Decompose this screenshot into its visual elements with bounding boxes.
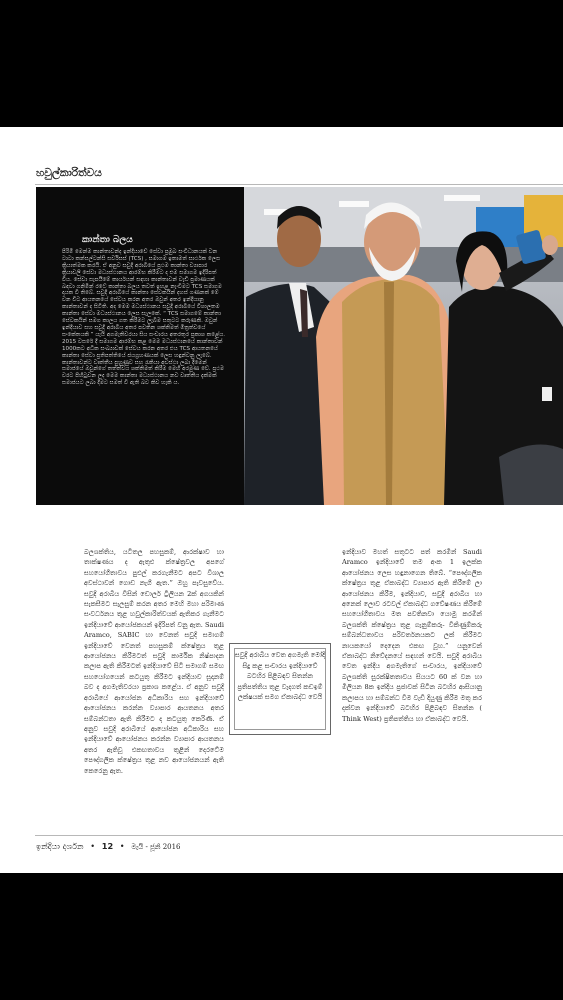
bullet-icon: •	[119, 841, 125, 851]
pull-quote-box	[229, 643, 331, 735]
page-number: 12	[101, 841, 114, 851]
page-footer	[36, 841, 181, 852]
sidebar-panel	[36, 187, 244, 505]
magazine-name: ඉන්දියා දර්ශන	[36, 841, 84, 851]
section-title: හවුල්කාරිත්වය	[36, 167, 102, 179]
bullet-icon: •	[90, 841, 96, 851]
sidebar-text: පිරිමි මෙන්ම කාන්තාවන්ද ඉන්දියාවේ සේවා ප්‍රමුඛ සංවිධානයක් වන ටාටා කන්සල්ටන්සි සර්විසස් (TCS) , සමාගම ඉතාමත් සාර්ථක ලෙස ක්‍රියාත්මක කරයි. ඒ අනුව සවුදි අරාබියේ ප්‍රථම කාන්තා ව්‍යාපාර ක්‍රියාවලි සේවා මධ්‍යස්ථානය ආරම්භ කිරීමට ද එම සමාගම ඉදිරිපත් විය. සේවා සැපයීමේ කාර්යයන් සඳහා කාන්තාවන් වැඩි ප්‍රමාණයක් බඳවා ගනිමින් රටේ කාන්තා බලය තවත් ඉහළ නැංවීමට TCS සමාගම දායක වී තිබේ. සවුදි අරාබියේ කාන්තා සේවකයින් දහස් ගණනක් මේ වන විට ආයතනයේ සේවය කරන අතර ඔවුන් අතර ඉන්දියානු කාන්තාවන් ද සිටිති. අද මෙම මධ්‍යස්ථානය සවුදි අරාබියේ විශාලතම කාන්තා සේවා මධ්‍යස්ථානය ලෙස සැලකේ. “ TCS සමාගමේ කාන්තා සේවකයින් සමග කාලය ගත කිරීමට ලැබීම සතුටට කරුණකි. ඔවුන් ඉන්දියාව සහ සවුදි අරාබිය අතර පවතින ශක්තිමත් මිත්‍රත්වයේ සංකේතයකි ” යැයි අගමැතිවරයා සිය සංචාරය අතරතුර ප්‍රකාශ කළේය. 2015 වසරේ දී සමාගම ආරම්භ කළ මෙම මධ්‍යස්ථානයේ කාන්තාවන් 1000කට අධික සංඛ්‍යාවක් සේවය කරන අතර එය TCS ආයතනයේ කාන්තා සේවා ප්‍රතිපත්තියේ ජයග්‍රහණයක් ලෙස හඳුන්වනු ලැබේ. කාන්තාවන්ට වෘත්තීය පුහුණුව සහ රැකියා අවස්ථා ලබා දීමෙන් සමාජයේ ඔවුන්ගේ තත්ත්වය ශක්තිමත් කිරීම මෙහි අරමුණ වේ. ප්‍රථම වරට පිහිටුවන ලද මෙම කාන්තා මධ්‍යස්ථානය නව වෘත්තීය දැක්මක් සමාජයට ලබා දීමට සමත් වී ඇති බව කිව හැකි ය.	[62, 249, 226, 387]
footer-divider	[35, 835, 563, 836]
magazine-page	[0, 127, 563, 873]
article-column-left: බලශක්තිය, යටිතල පහසුකම්, ආරක්ෂාව හා තාක්ෂණය ද ඇතුළු ක්ෂේත්‍රවල අපගේ සහයෝගීතාවය පුළුල් කරගැනීමට අපට විශාල අවස්ථාවන් ගොඩ නැගී ඇත.” ඔහු පැවසුවේය. සවුදි අරාබිය විසින් ඩොලර් ට්‍රිලියන 2ක් අගයකින් සැකසීමට සැලසුම් කරන අතර මෙහි මහා පරිමාණ සංවර්ධනය තුළ හවුල්කාරිත්වයක් ඇතිකර ගැනීමට ඉන්දියාවේ ආයෝජකයන් ඉදිරිපත් වනු ඇත. Saudi Aramco, SABIC හා වෙනත් සවුදි සමාගම් ඉන්දියාවේ වෙනත් පහසුකම් ක්ෂේත්‍රය තුළ ආයෝජනය කිරීමටත් සවුදි කාර්මික නිෂ්පාදන කලාප ඇති කිරීමටත් ඉන්දියාවේ සිටි සමාගම් සමඟ සහයෝගයෙන් කටයුතු කිරීමට ඉන්දියාව සූදානම් බව ද අගමැතිවරයා ප්‍රකාශ කළේය. ඒ අනුව සවුදි අරාබියේ ආයෝජන අධිකාරිය සහ ඉන්දියාවේ ආයෝජනය කරන්න ව්‍යාපාර ආයතනය අතර සම්බන්ධතා ඇති කිරීමට ද කටයුතු කෙරිණි. ඒ අනුව සවුදි අරාබියේ ආයෝජන අධිකාරිය සහ ඉන්දියාවේ ආයෝජනය කරන්න ව්‍යාපාර ආයතනය අතර ඇතිවූ එකඟතාවය තුළින් දෙරටේම පෞද්ගලික ක්ෂේත්‍රය තුළ නව ආයෝජනයන් ඇති කෙරෙනු ඇත.	[84, 548, 224, 775]
pull-quote-text: සවුදි අරාබිය වෙත අගමැති මෝදි සිදු කළ සංචාරය ඉන්දියාවේ බටහිර පිළිබඳව සිතන්න ප්‍රතිපත්තිය තුළ වැදගත් කඩඉම් ලක්ෂයක් සමග ඒකාබද්ධ වෙයි	[234, 651, 326, 701]
sidebar-heading: කාන්තා බලය	[82, 235, 133, 245]
selfie-photo-image	[244, 187, 563, 505]
section-divider	[35, 184, 563, 185]
article-column-right: ඉන්දියාව මහත් සතුටට පත් කරමින් Saudi Aramco ඉන්දියාවේ තම අංක 1 ඉලක්ක ආයෝජනය ලෙස හඳුනාගෙන තිබේ. “පෞද්ගලික ක්ෂේත්‍රය තුළ ඒකාබද්ධ ව්‍යාපාර ඇති කිරීමේ ලා ආයෝජනය කිරීම, ඉන්දියාව, සවුදි අරාබිය හා අනෙක් ලොව රටවල් ඒකාබද්ධ ගවේෂණය කිරීමේ සහයෝගීතාවය මත පවතිනවා යොමු කරමින් බලශක්ති ක්ෂේත්‍රය තුළ ගැනුම්කරු- විකිණුම්කරු සම්බන්ධතාවය පරිවර්තනයකට ලක් කිරීමට නායකයෝ දෙදෙන එකඟ වූහ.” යනුවෙන් ඒකාබද්ධ නිවේදනයේ සඳහන් වෙයි. සවුදි අරාබිය වෙත ඉන්දීය අගමැතිගේ සංචාරය, ඉන්දියාවේ බලශක්ති සුරක්ෂිතතාවය සියයට 60 ක් වන හා මිලියන 8ක ඉන්දීය ප්‍රජාවක් සිටින බටහිර ආසියානු කලාපය හා සම්බන්ධ විම වැඩි දියුණු කිරීම මතු කර දක්වන ඉන්දියාවේ බටහිර පිළිබඳව සිතන්න ( Think West) ප්‍රතිපත්තිය හා ඒකාබද්ධ වෙයි.	[342, 548, 482, 723]
article-photo	[244, 187, 563, 505]
issue-date: මැයි - ජූනි 2016	[131, 843, 181, 851]
